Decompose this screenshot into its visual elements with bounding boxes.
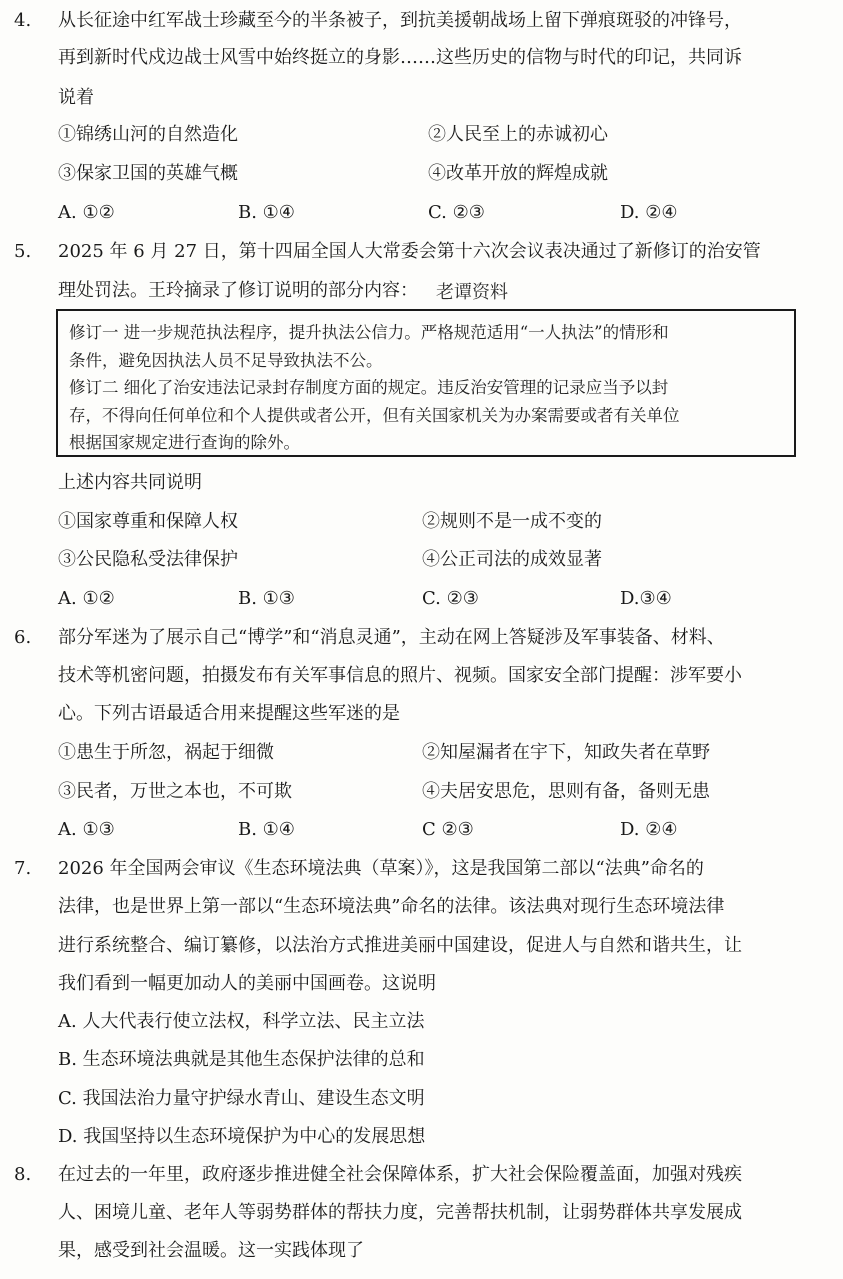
- answer-choice: D.③④: [620, 588, 672, 609]
- excerpt-line: 根据国家规定进行查询的除外。: [69, 433, 300, 452]
- excerpt-line: 修订二 细化了治安违法记录封存制度方面的规定。违反治安管理的记录应当予以封: [69, 378, 669, 397]
- statement-item: ②人民至上的赤诚初心: [428, 124, 608, 145]
- question-stem-line: 再到新时代戍边战士风雪中始终挺立的身影……这些历史的信物与时代的印记，共同诉: [58, 47, 742, 68]
- answer-choice: A. ①③: [58, 819, 115, 840]
- excerpt-line: 修订一 进一步规范执法程序，提升执法公信力。严格规范适用“一人执法”的情形和: [69, 323, 669, 342]
- answer-choice: C ②③: [422, 819, 474, 840]
- question-stem-line: 2026 年全国两会审议《生态环境法典（草案）》，这是我国第二部以“法典”命名的: [58, 858, 704, 879]
- watermark-text: 老谭资料: [436, 282, 508, 303]
- question-stem-line: 在过去的一年里，政府逐步推进健全社会保障体系，扩大社会保险覆盖面，加强对残疾: [58, 1164, 742, 1185]
- answer-choice: B. ①④: [238, 819, 295, 840]
- statement-item: ③公民隐私受法律保护: [58, 549, 238, 570]
- statement-item: ①国家尊重和保障人权: [58, 511, 238, 532]
- revision-excerpt-box: [56, 309, 796, 457]
- statement-item: ①锦绣山河的自然造化: [58, 124, 238, 145]
- question-stem-line: 我们看到一幅更加动人的美丽中国画卷。这说明: [58, 973, 436, 994]
- statement-item: ①患生于所忽，祸起于细微: [58, 742, 274, 763]
- question-stem-line: 从长征途中红军战士珍藏至今的半条被子，到抗美援朝战场上留下弹痕斑驳的冲锋号，: [58, 10, 742, 31]
- question-stem-line: 心。下列古语最适合用来提醒这些军迷的是: [58, 703, 400, 724]
- question-stem-line: 进行系统整合、编订纂修，以法治方式推进美丽中国建设，促进人与自然和谐共生，让: [58, 935, 742, 956]
- statement-item: ④公正司法的成效显著: [422, 549, 602, 570]
- question-stem-line: 技术等机密问题，拍摄发布有关军事信息的照片、视频。国家安全部门提醒：涉军要小: [58, 665, 742, 686]
- statement-item: ②知屋漏者在宇下，知政失者在草野: [422, 742, 710, 763]
- question-stem-line: 果，感受到社会温暖。这一实践体现了: [58, 1240, 364, 1261]
- question-prompt: 上述内容共同说明: [58, 472, 202, 493]
- question-stem-line: 2025 年 6 月 27 日，第十四届全国人大常委会第十六次会议表决通过了新修订的治安管: [58, 241, 761, 262]
- answer-option: A. 人大代表行使立法权，科学立法、民主立法: [58, 1011, 425, 1032]
- answer-option: C. 我国法治力量守护绿水青山、建设生态文明: [58, 1088, 425, 1109]
- question-stem-line: 法律，也是世界上第一部以“生态环境法典”命名的法律。该法典对现行生态环境法律: [58, 896, 725, 917]
- question-number: 5.: [14, 241, 32, 262]
- question-number: 4.: [14, 10, 32, 31]
- answer-choice: B. ①③: [238, 588, 295, 609]
- statement-item: ②规则不是一成不变的: [422, 511, 602, 532]
- question-stem-line: 说着: [58, 87, 94, 108]
- statement-item: ④夫居安思危，思则有备，备则无患: [422, 781, 710, 802]
- answer-choice: B. ①④: [238, 202, 295, 223]
- excerpt-line: 条件，避免因执法人员不足导致执法不公。: [69, 351, 383, 370]
- statement-item: ③保家卫国的英雄气概: [58, 163, 238, 184]
- answer-option: B. 生态环境法典就是其他生态保护法律的总和: [58, 1049, 425, 1070]
- answer-choice: C. ②③: [428, 202, 485, 223]
- answer-choice: C. ②③: [422, 588, 479, 609]
- statement-item: ④改革开放的辉煌成就: [428, 163, 608, 184]
- question-number: 7.: [14, 858, 32, 879]
- question-stem-line: 人、困境儿童、老年人等弱势群体的帮扶力度，完善帮扶机制，让弱势群体共享发展成: [58, 1202, 742, 1223]
- answer-choice: D. ②④: [620, 202, 678, 223]
- answer-choice: A. ①②: [58, 202, 115, 223]
- question-stem-line: 理处罚法。王玲摘录了修订说明的部分内容：: [58, 280, 418, 301]
- answer-option: D. 我国坚持以生态环境保护为中心的发展思想: [58, 1126, 426, 1147]
- answer-choice: A. ①②: [58, 588, 115, 609]
- question-number: 6.: [14, 627, 32, 648]
- excerpt-line: 存，不得向任何单位和个人提供或者公开，但有关国家机关为办案需要或者有关单位: [69, 406, 680, 425]
- question-stem-line: 部分军迷为了展示自己“博学”和“消息灵通”，主动在网上答疑涉及军事装备、材料、: [58, 627, 725, 648]
- statement-item: ③民者，万世之本也，不可欺: [58, 781, 292, 802]
- answer-choice: D. ②④: [620, 819, 678, 840]
- question-number: 8.: [14, 1164, 32, 1185]
